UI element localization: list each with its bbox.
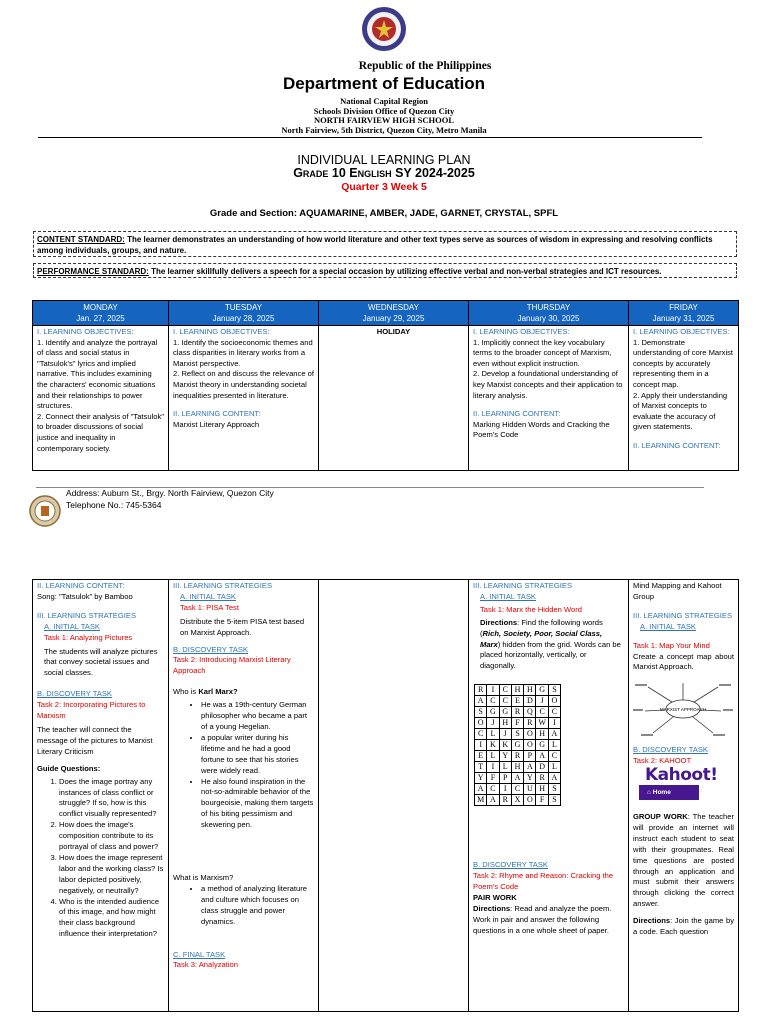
kahoot-directions: Directions: Join the game by a code. Each question (633, 916, 734, 937)
grid-letter: O (524, 740, 536, 751)
grid-letter: C (536, 707, 548, 718)
discovery-task-heading: B. DISCOVERY TASK (633, 745, 708, 755)
performance-standard-text: The learner skillfully delivers a speech for a special occasion by utilizing effective verbal and non-verbal strategies and ICT resources. (148, 267, 662, 276)
grid-row (475, 696, 561, 707)
karl-marx-fact: • He was a 19th-century German philosopher who became a part of a young Hegelian. (201, 700, 314, 733)
grid-letter: G (511, 740, 523, 751)
grid-row (475, 740, 561, 751)
grid-letter: X (511, 795, 523, 806)
header-divider (38, 137, 702, 138)
word-search-grid (474, 684, 561, 806)
kahoot-logo: Kahoot! (645, 765, 718, 786)
grid-letter: O (524, 795, 536, 806)
weekly-plan-table (32, 300, 739, 471)
initial-task-heading: A. INITIAL TASK (180, 591, 236, 601)
objectives-heading: I. LEARNING OBJECTIVES: (37, 327, 134, 336)
grid-row (475, 762, 561, 773)
grid-letter: I (475, 740, 487, 751)
grid-letter: P (499, 773, 511, 784)
plan-section: Grade and Section: AQUAMARINE, AMBER, JADE, GARNET, CRYSTAL, SPFL (209, 208, 559, 219)
friday-strategies-cell (629, 580, 739, 1012)
task1-title: Task 1: PISA Test (180, 602, 239, 612)
plan-title: INDIVIDUAL LEARNING PLAN (297, 153, 471, 167)
grid-letter: S (475, 707, 487, 718)
grid-row (475, 795, 561, 806)
grid-letter: R (499, 795, 511, 806)
grid-letter: E (475, 751, 487, 762)
grid-letter: L (487, 751, 499, 762)
school-line: NORTH FAIRVIEW HIGH SCHOOL (313, 115, 455, 125)
pair-work-label: PAIR WORK (473, 892, 517, 902)
grid-letter: T (475, 762, 487, 773)
marxism-definition: • a method of analyzing literature and culture which focuses on class struggle and power dynamics. (201, 884, 314, 928)
task1-text: Create a concept map about Marxist Approach. (633, 651, 734, 672)
karl-marx-fact: • a popular writer during his lifetime and he had a good fortune to see that his stories were widely read. (201, 733, 314, 777)
grid-row (475, 718, 561, 729)
grid-letter: C (487, 784, 499, 795)
day-header-tuesday: TUESDAY January 28, 2025 (169, 301, 319, 326)
grid-letter: J (536, 696, 548, 707)
grid-letter: R (511, 707, 523, 718)
grid-letter: A (548, 773, 560, 784)
content-standard-label: CONTENT STANDARD: (37, 235, 125, 244)
grid-letter: S (548, 795, 560, 806)
task2-title: Task 2: Introducing Marxist Literary Approach (173, 655, 291, 676)
grid-letter: Y (524, 773, 536, 784)
content-standard-box (33, 231, 737, 257)
tuesday-objectives-cell (169, 326, 319, 471)
grid-letter: C (475, 729, 487, 740)
grid-letter: F (536, 795, 548, 806)
task1-directions: Directions: Find the following words (Rich, Society, Poor, Social Class, Marx) hidden from the grid. Words can be placed horizontally, vertically, or diagonally. (480, 617, 621, 671)
friday-objectives: 1. Demonstrate understanding of core Marxist concepts by accurately representing them in a concept map. 2. Apply their understanding of Marxist concepts to evaluate the accuracy of given statements. (633, 337, 734, 432)
task1-text: Distribute the 5-item PISA test based on Marxist Approach. (180, 616, 305, 637)
performance-standard-box (33, 263, 737, 278)
school-logo (29, 495, 61, 527)
tuesday-objectives: 1. Identify the socioeconomic themes and class disparities in literary works from a Marxist perspective. 2. Reflect on and discuss the relevance of Marxist theory in understanding societal inequalities presented in literature. (173, 337, 314, 400)
grid-row (475, 707, 561, 718)
task2-title: Task 2: Incorporating Pictures to Marxism (37, 700, 146, 721)
grid-letter: L (548, 762, 560, 773)
task1-title: Task 1: Analyzing Pictures (44, 632, 133, 642)
grid-letter: R (524, 718, 536, 729)
guide-question: 1. Does the image portray any instances of class conflict or struggle? If so, how is this conflict visually represented? (59, 777, 164, 821)
grid-row (475, 729, 561, 740)
plan-quarter: Quarter 3 Week 5 (341, 181, 427, 193)
grid-letter: W (536, 718, 548, 729)
department-heading: Department of Education (282, 74, 486, 93)
strategies-heading: III. LEARNING STRATEGIES (473, 581, 573, 590)
grid-letter: M (475, 795, 487, 806)
content-standard-text: The learner demonstrates an understanding of how world literature and other text types serve as sources of wisdom in expressing and resolving conflicts among individuals, groups, and nature. (37, 235, 713, 255)
grid-letter: C (548, 707, 560, 718)
content-heading: II. LEARNING CONTENT: (37, 581, 125, 590)
grid-letter: Y (499, 751, 511, 762)
grid-letter: U (524, 784, 536, 795)
karl-marx-fact: • He also found inspiration in the not-so-admirable behavior of the bourgeoisie, making them targets of his biting pessimism and skewering pen. (201, 777, 314, 832)
grid-letter: L (548, 740, 560, 751)
grid-letter: A (487, 795, 499, 806)
friday-top-text: Mind Mapping and Kahoot Group (633, 581, 722, 601)
deped-seal-logo (361, 6, 407, 52)
grid-letter: R (511, 751, 523, 762)
grid-letter: J (499, 729, 511, 740)
day-header-row (33, 301, 739, 326)
grid-letter: K (487, 740, 499, 751)
grid-letter: G (487, 707, 499, 718)
grid-letter: I (499, 784, 511, 795)
thursday-content: Marking Hidden Words and Cracking the Poem's Code (473, 419, 610, 440)
grid-row (475, 685, 561, 696)
grid-row (475, 784, 561, 795)
region-line: National Capital Region (340, 96, 428, 106)
grid-letter: I (487, 685, 499, 696)
kahoot-home-button: ⌂ Home (639, 785, 699, 800)
guide-question: 3. How does the image represent labor and the working class? Is labor depicted positively, negatively, or neutrally? (59, 853, 164, 897)
thursday-objectives-cell (469, 326, 629, 471)
guide-questions-heading: Guide Questions: (37, 763, 101, 773)
content-heading: II. LEARNING CONTENT: (633, 440, 721, 450)
strategies-heading: III. LEARNING STRATEGIES (37, 610, 137, 620)
grid-letter: A (475, 784, 487, 795)
grid-letter: J (487, 718, 499, 729)
what-question: What is Marxism? (173, 873, 234, 883)
grid-row (475, 751, 561, 762)
strategies-heading: III. LEARNING STRATEGIES (173, 581, 273, 590)
task1-text: The students will analyze pictures that convey societal issues and social classes. (44, 646, 158, 678)
task2-title: Task 2: Rhyme and Reason: Cracking the Poem's Code (473, 871, 614, 892)
grid-letter: A (511, 773, 523, 784)
grid-letter: A (524, 762, 536, 773)
grid-letter: H (511, 685, 523, 696)
task1-title: Task 1: Marx the Hidden Word (480, 604, 582, 614)
grid-letter: A (548, 729, 560, 740)
holiday-label: HOLIDAY (376, 327, 411, 336)
grid-letter: H (511, 762, 523, 773)
day-header-wednesday: WEDNESDAY January 29, 2025 (319, 301, 469, 326)
initial-task-heading: A. INITIAL TASK (480, 591, 536, 601)
grid-letter: D (536, 762, 548, 773)
performance-standard-label: PERFORMANCE STANDARD: (37, 267, 149, 276)
discovery-task-heading: B. DISCOVERY TASK (473, 860, 548, 870)
grid-letter: S (511, 729, 523, 740)
objectives-heading: I. LEARNING OBJECTIVES: (173, 327, 270, 336)
day-header-thursday: THURSDAY January 30, 2025 (469, 301, 629, 326)
grid-letter: S (548, 685, 560, 696)
wednesday-cell (319, 326, 469, 471)
content-heading: II. LEARNING CONTENT: (473, 409, 561, 419)
tuesday-strategies-cell (169, 580, 319, 1012)
grid-letter: H (499, 718, 511, 729)
grid-letter: Q (524, 707, 536, 718)
grid-letter: O (548, 696, 560, 707)
grid-letter: G (536, 740, 548, 751)
objectives-row (33, 326, 739, 471)
grid-letter: C (499, 685, 511, 696)
wednesday-strategies-cell (319, 580, 469, 1012)
grid-letter: I (548, 718, 560, 729)
discovery-task-heading: B. DISCOVERY TASK (37, 689, 112, 699)
grid-letter: A (475, 696, 487, 707)
republic-heading: Republic of the Philippines (358, 60, 492, 72)
objectives-heading: I. LEARNING OBJECTIVES: (473, 327, 570, 336)
grid-letter: L (499, 762, 511, 773)
grid-letter: D (524, 696, 536, 707)
address-line: North Fairview, 5th District, Quezon City, Metro Manila (281, 125, 487, 135)
grid-letter: C (511, 784, 523, 795)
initial-task-heading: A. INITIAL TASK (640, 621, 696, 631)
who-question: Who is Karl Marx? (173, 687, 238, 697)
tuesday-content: Marxist Literary Approach (173, 419, 260, 429)
grid-letter: I (487, 762, 499, 773)
task3-title: Task 3: Analyzation (173, 960, 239, 970)
grid-letter: E (511, 696, 523, 707)
guide-question: 2. How does the image's composition contribute to its portrayal of class and power? (59, 820, 164, 853)
monday-objectives-cell (33, 326, 169, 471)
grid-letter: O (475, 718, 487, 729)
grid-letter: C (548, 751, 560, 762)
grid-letter: C (499, 696, 511, 707)
task2-directions: Directions: Read and analyze the poem. Work in pair and answer the following questions in a one whole sheet of paper. (473, 903, 612, 935)
thursday-objectives: 1. Implicitly connect the key vocabulary terms to the broader concept of Marxism, even without explicit instruction. 2. Develop a foundational understanding of key Marxist concepts and their application to literary analysis. (473, 337, 623, 400)
objectives-heading: I. LEARNING OBJECTIVES: (633, 327, 730, 336)
thursday-strategies-cell (469, 580, 629, 1012)
grid-letter: R (536, 773, 548, 784)
plan-grade: Grade 10 English SY 2024-2025 (293, 166, 475, 180)
grid-letter: K (499, 740, 511, 751)
day-header-friday: FRIDAY January 31, 2025 (629, 301, 739, 326)
concept-map-image (633, 679, 733, 739)
initial-task-heading: A. INITIAL TASK (44, 621, 100, 631)
grid-letter: R (475, 685, 487, 696)
strategies-heading: III. LEARNING STRATEGIES (633, 610, 733, 620)
friday-objectives-cell (629, 326, 739, 471)
home-icon: ⌂ (647, 788, 651, 796)
grid-letter: S (548, 784, 560, 795)
group-work-text: GROUP WORK: The teacher will provide an internet will instruct each student to seat with their groupmates. Real time questions are posted through an application and must submit their answers through clicking the correct answer. (633, 811, 734, 909)
division-line: Schools Division Office of Quezon City (313, 106, 455, 116)
task2-text: The teacher will connect the message of the pictures to Marxist Literary Criticism (37, 724, 153, 756)
grid-letter: H (536, 784, 548, 795)
grid-letter: C (487, 696, 499, 707)
grid-letter: L (487, 729, 499, 740)
discovery-task-heading: B. DISCOVERY TASK (173, 644, 248, 654)
footer-telephone: Telephone No.: 745-5364 (66, 500, 162, 510)
concept-map-center: MARXIST APPROACH (659, 707, 707, 713)
footer-address: Address: Auburn St., Brgy. North Fairview, Quezon City (66, 488, 274, 498)
monday-objectives: 1. Identify and analyze the portrayal of class and social status in "Tatsulok's" lyrics and implied narrative. This includes examining the characters' economic situations and their relationships to power structures. 2. Connect their analysis of "Tatsulok" to broader discussions of social justice and inequality in contemporary society. (37, 337, 164, 453)
monday-strategies-cell (33, 580, 169, 1012)
task2-title: Task 2: KAHOOT (633, 756, 692, 766)
grid-letter: O (524, 729, 536, 740)
weekly-plan-table-continued (32, 579, 739, 1012)
final-task-heading: C. FINAL TASK (173, 949, 226, 959)
grid-letter: Y (475, 773, 487, 784)
grid-letter: G (536, 685, 548, 696)
guide-question: 4. Who is the intended audience of this image, and how might their class background influence their interpretation? (59, 897, 164, 941)
grid-letter: F (487, 773, 499, 784)
strategies-row (33, 580, 739, 1012)
song-title: Song: "Tatsulok" by Bamboo (37, 591, 133, 601)
grid-letter: P (524, 751, 536, 762)
grid-letter: G (499, 707, 511, 718)
grid-row (475, 773, 561, 784)
grid-letter: A (536, 751, 548, 762)
grid-letter: F (511, 718, 523, 729)
task1-title: Task 1: Map Your Mind (633, 640, 710, 650)
grid-letter: H (524, 685, 536, 696)
content-heading: II. LEARNING CONTENT: (173, 409, 261, 419)
grid-letter: H (536, 729, 548, 740)
footer-contact (66, 487, 274, 511)
day-header-monday: MONDAY Jan. 27, 2025 (33, 301, 169, 326)
